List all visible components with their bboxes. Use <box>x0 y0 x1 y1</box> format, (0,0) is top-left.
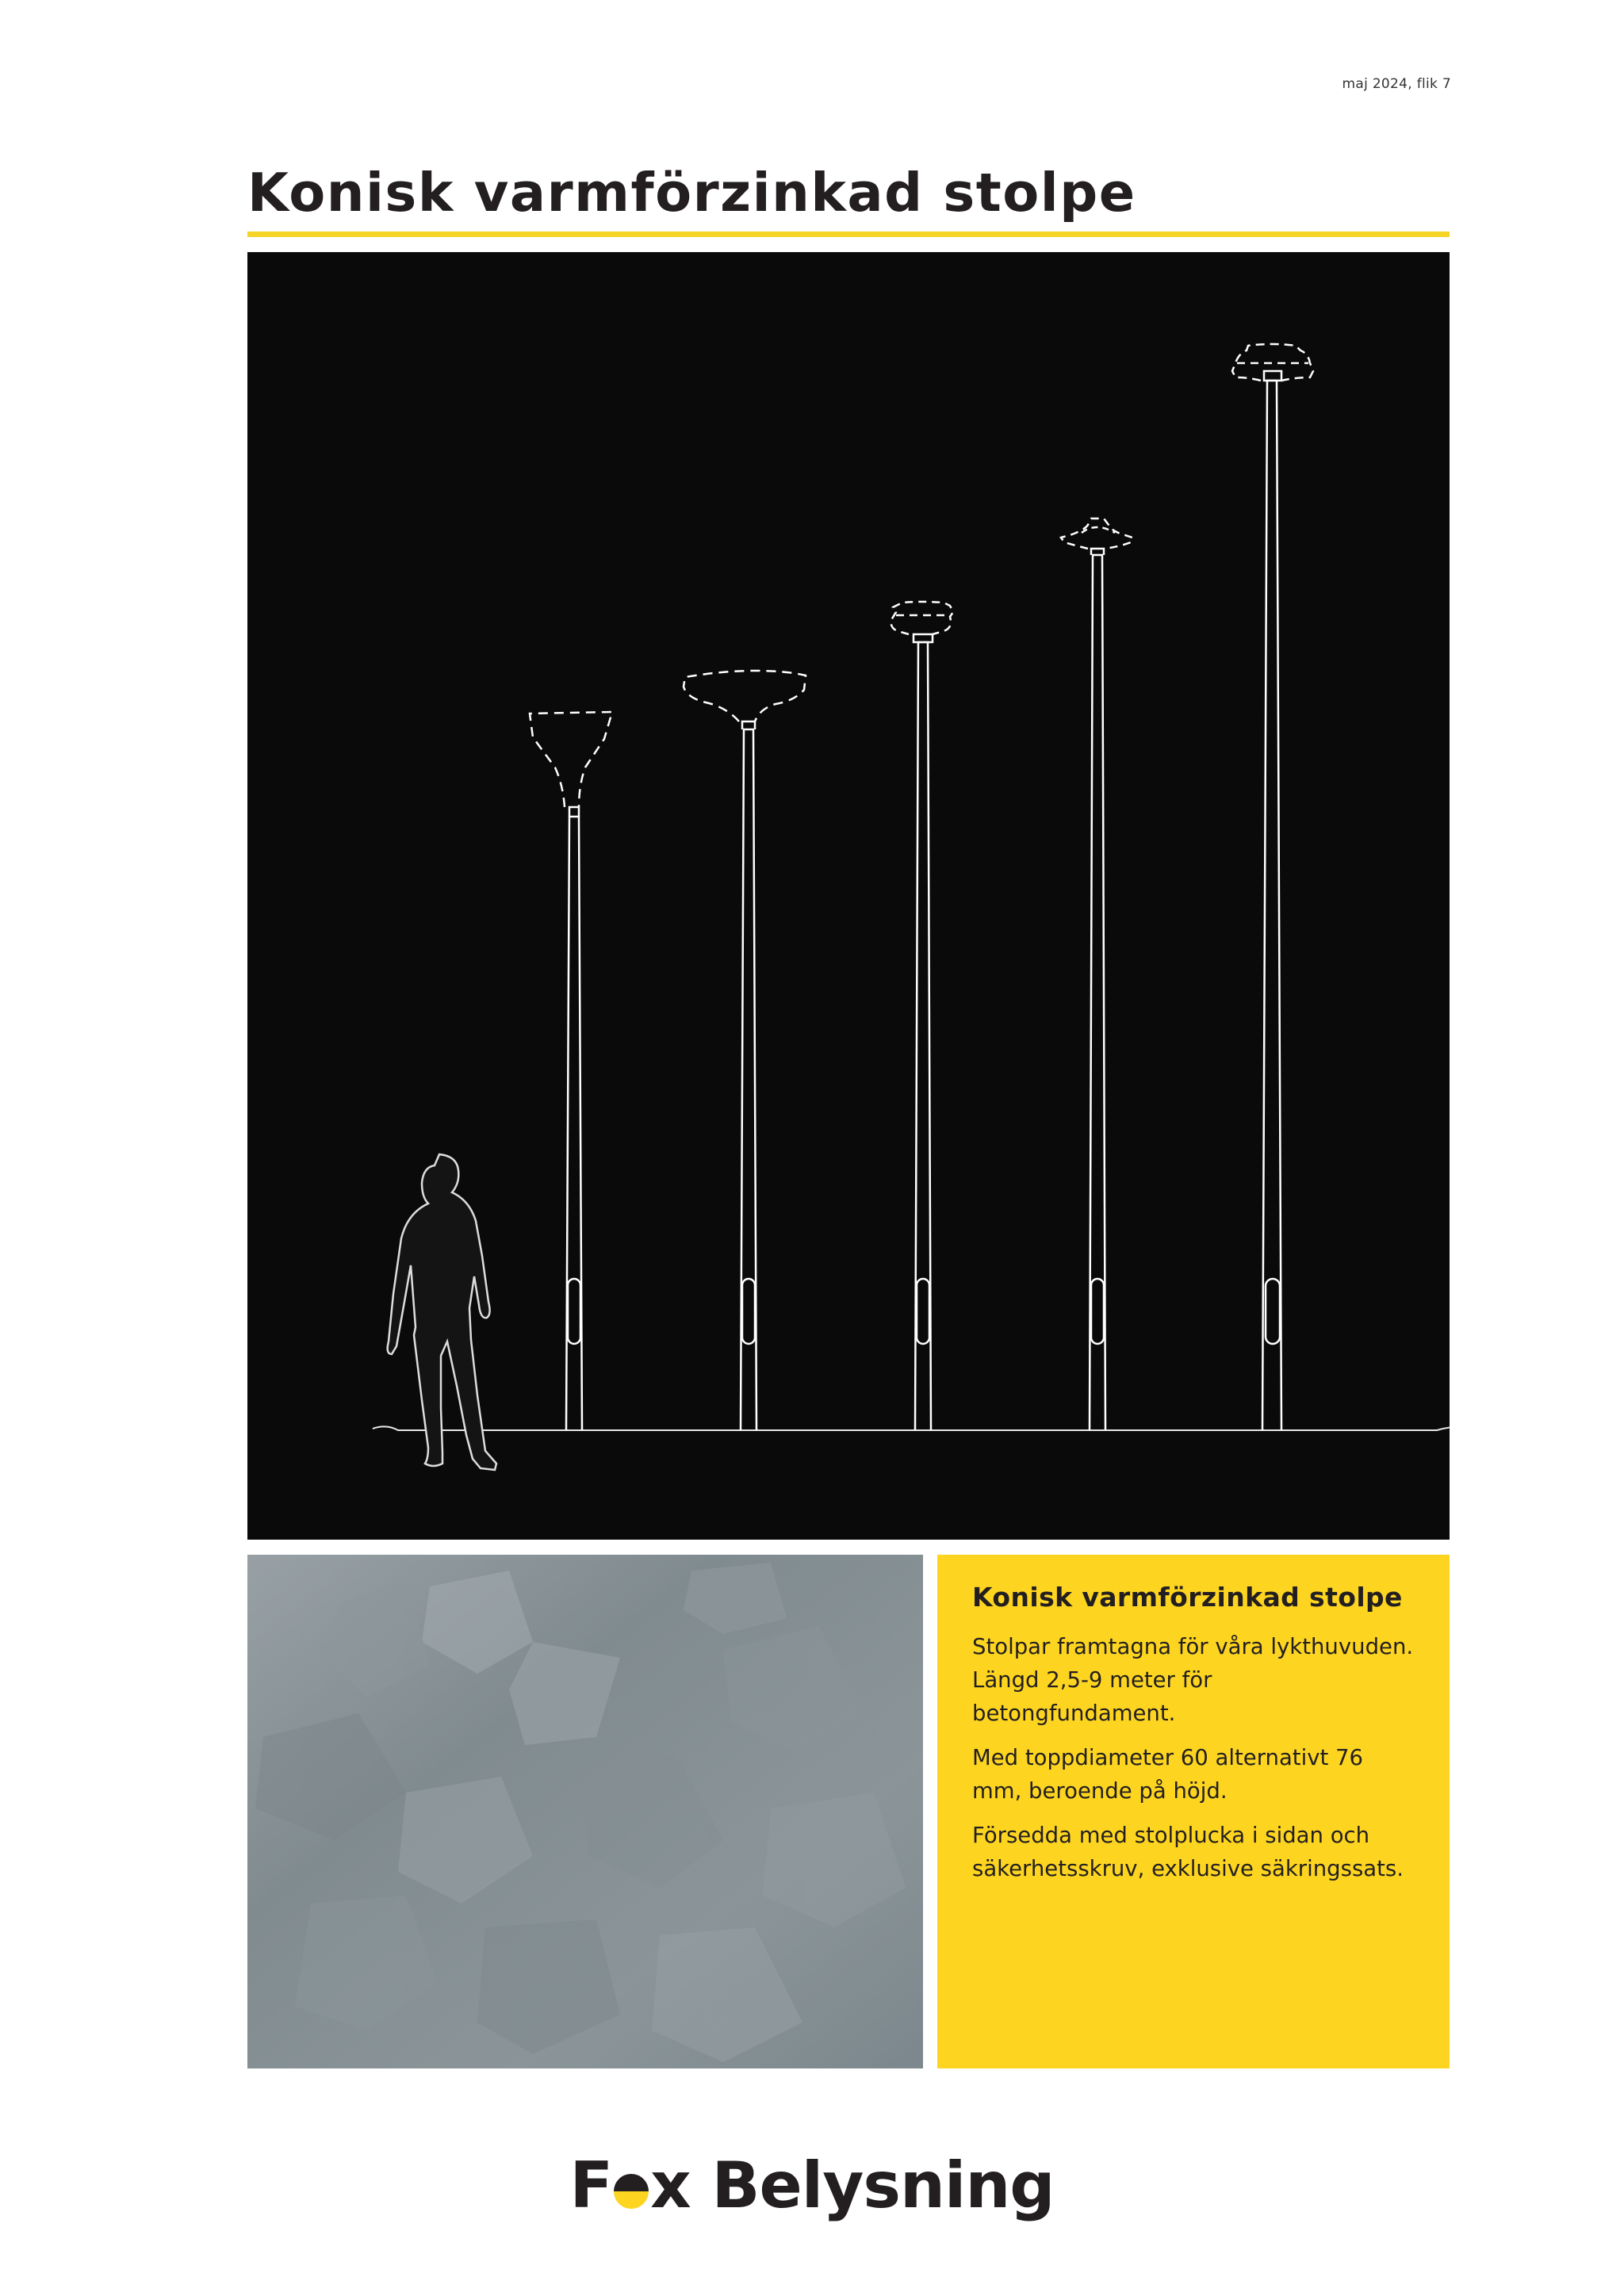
pole-disc-lamp-icon <box>1232 344 1313 1430</box>
info-box <box>937 1555 1450 2068</box>
pole-bowl-lamp-icon <box>684 671 806 1430</box>
info-title: Konisk varmförzinkad stolpe <box>972 1582 1403 1613</box>
title-underline <box>247 232 1450 237</box>
pole-mushroom-lamp-icon <box>1061 519 1132 1430</box>
info-paragraph-2: Med toppdiameter 60 alternativt 76 mm, beroende på höjd. <box>972 1745 1364 1804</box>
logo-part-2: x Belysning <box>650 2149 1055 2222</box>
info-paragraph-3: Försedda med stolplucka i sidan och säkerhetsskruv, exklusive säkringssats. <box>972 1823 1404 1881</box>
ground-line <box>373 1424 1450 1430</box>
fox-belysning-logo <box>0 2149 1624 2222</box>
pole-funnel-lamp-icon <box>530 712 612 1430</box>
fox-logo-o-icon <box>614 2174 649 2209</box>
page-title: Konisk varmförzinkad stolpe <box>247 162 1136 224</box>
person-silhouette-icon <box>388 1154 496 1470</box>
galvanized-surface-image <box>247 1555 923 2068</box>
info-paragraph-1: Stolpar framtagna för våra lykthuvuden. Längd 2,5-9 meter för betongfundament. <box>972 1634 1414 1726</box>
pole-illustration <box>247 252 1450 1540</box>
page-meta: maj 2024, flik 7 <box>1342 76 1451 92</box>
pole-drum-lamp-icon <box>891 602 953 1430</box>
logo-part-1: F <box>569 2149 613 2222</box>
